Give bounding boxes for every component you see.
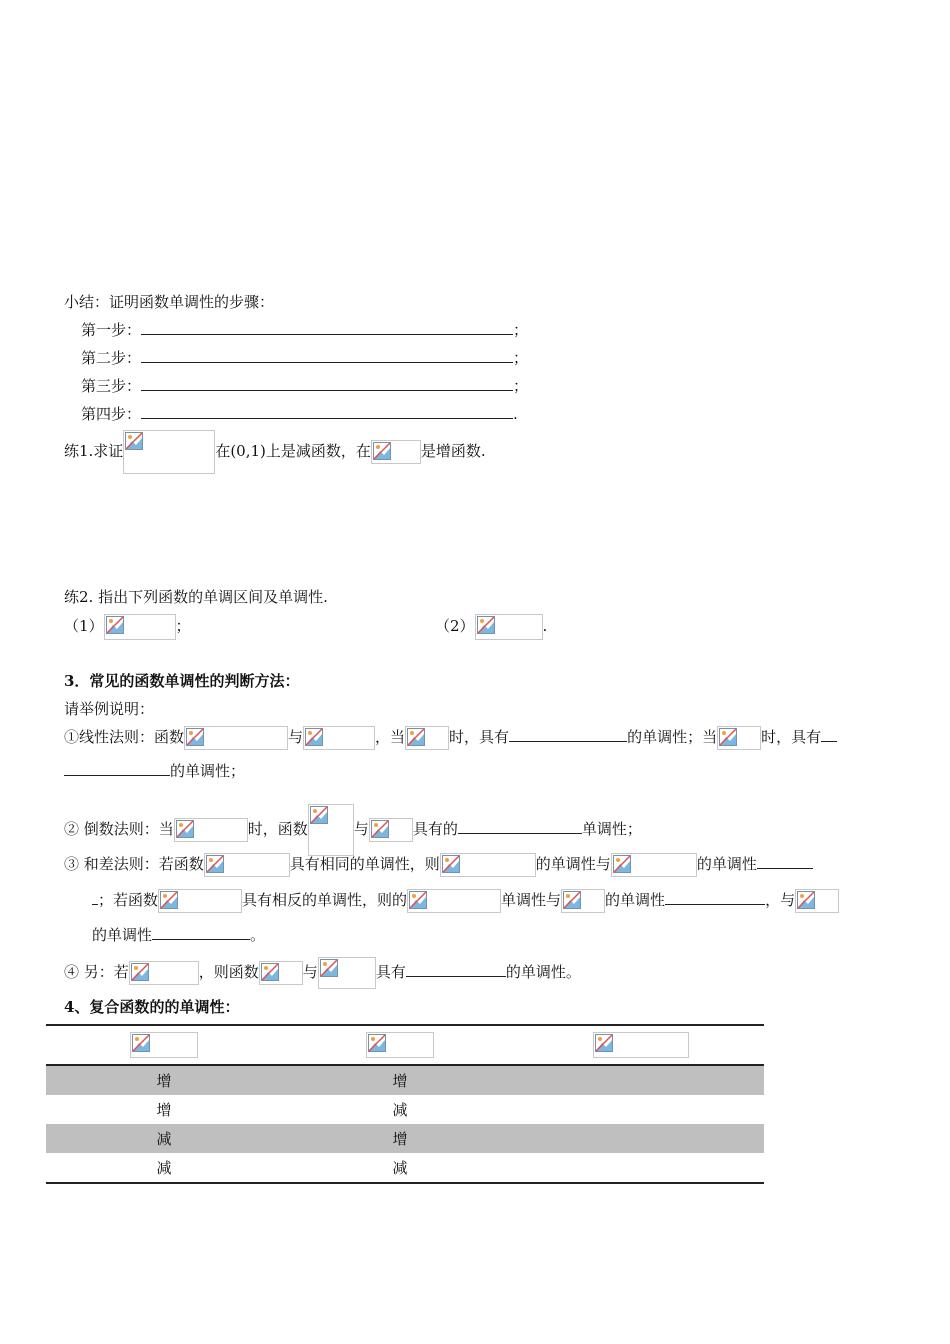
text: 。 xyxy=(250,926,266,944)
text: 与 xyxy=(302,963,318,981)
broken-image-icon xyxy=(405,726,449,750)
answer-blank[interactable] xyxy=(141,320,513,335)
text: 具有相反的单调性，则的 xyxy=(242,891,408,909)
answer-blank[interactable] xyxy=(757,854,813,869)
text: 时，函数 xyxy=(247,820,308,838)
broken-image-icon xyxy=(104,614,176,640)
text: 具有的 xyxy=(412,820,458,838)
step-label: 第一步： xyxy=(81,321,142,339)
ex1-mid: 在(0,1)上是减函数，在 xyxy=(215,442,371,460)
step-label: 第三步： xyxy=(81,377,142,395)
table-cell xyxy=(518,1065,764,1095)
answer-blank[interactable] xyxy=(665,890,765,905)
broken-image-icon xyxy=(174,818,248,842)
text: ①线性法则：函数 xyxy=(64,728,185,746)
broken-image-icon xyxy=(158,889,242,913)
broken-image-icon xyxy=(407,889,501,913)
broken-image-icon xyxy=(611,853,697,877)
table-cell xyxy=(518,1095,764,1124)
text: 的单调性。 xyxy=(505,963,581,981)
summary-title: 小结：证明函数单调性的步骤： xyxy=(64,293,275,311)
step-2 xyxy=(81,347,528,368)
text: 具有 xyxy=(375,963,406,981)
broken-image-icon xyxy=(593,1032,689,1058)
composite-function-table xyxy=(46,1024,764,1184)
exercise-2-title: 练2. 指出下列函数的单调区间及单调性. xyxy=(64,588,328,606)
punct: ； xyxy=(513,349,529,367)
step-3 xyxy=(81,375,528,396)
punct: ； xyxy=(175,617,191,635)
text: ，当 xyxy=(375,728,406,746)
answer-blank[interactable] xyxy=(64,761,170,776)
text: 时，具有 xyxy=(449,728,510,746)
broken-image-icon xyxy=(795,889,839,913)
table-header-cell xyxy=(46,1025,282,1065)
table-row xyxy=(46,1065,764,1095)
step-label: 第二步： xyxy=(81,349,142,367)
table-row xyxy=(46,1124,764,1153)
answer-blank[interactable] xyxy=(406,962,506,977)
rule-2 xyxy=(64,804,642,856)
text: ③ 和差法则：若函数 xyxy=(64,855,204,873)
answer-blank[interactable] xyxy=(141,376,513,391)
exercise-1 xyxy=(64,430,486,474)
answer-blank[interactable] xyxy=(141,404,513,419)
exercise-2-item-2 xyxy=(435,614,547,640)
text: 单调性； xyxy=(581,820,642,838)
text: ，则函数 xyxy=(198,963,259,981)
broken-image-icon xyxy=(475,614,543,640)
section-3-title: 3．常见的函数单调性的判断方法： xyxy=(64,672,300,690)
table-header-cell xyxy=(518,1025,764,1065)
answer-blank[interactable] xyxy=(509,727,627,742)
broken-image-icon xyxy=(308,804,354,856)
table-header-row xyxy=(46,1025,764,1065)
table-cell: 增 xyxy=(156,1101,172,1119)
broken-image-icon xyxy=(561,889,605,913)
table-header-cell xyxy=(282,1025,518,1065)
item-label: （1） xyxy=(64,617,104,635)
text: ② 倒数法则：当 xyxy=(64,820,174,838)
rule-3 xyxy=(64,853,813,877)
punct: ； xyxy=(513,321,529,339)
section-4-title: 4、复合函数的的单调性： xyxy=(64,998,240,1016)
answer-blank[interactable] xyxy=(152,925,250,940)
text: 与 xyxy=(288,728,304,746)
broken-image-icon xyxy=(717,726,761,750)
section-3-intro: 请举例说明： xyxy=(64,700,155,718)
text: ，与 xyxy=(765,891,796,909)
broken-image-icon xyxy=(204,853,290,877)
table-row xyxy=(46,1153,764,1183)
table-cell xyxy=(518,1153,764,1183)
broken-image-icon xyxy=(259,961,303,985)
step-1 xyxy=(81,319,528,340)
table-cell: 减 xyxy=(46,1124,282,1153)
broken-image-icon xyxy=(303,726,375,750)
text: 的单调性 xyxy=(605,891,666,909)
broken-image-icon xyxy=(318,957,376,989)
text: 的单调性与 xyxy=(535,855,611,873)
punct: . xyxy=(513,405,518,423)
table-cell xyxy=(518,1124,764,1153)
text: ④ 另：若 xyxy=(64,963,129,981)
table-cell: 减 xyxy=(46,1153,282,1183)
text: 时，具有 xyxy=(761,728,822,746)
text: 的单调性 xyxy=(92,926,153,944)
table-cell: 增 xyxy=(282,1124,518,1153)
step-label: 第四步： xyxy=(81,405,142,423)
broken-image-icon xyxy=(130,1032,198,1058)
exercise-2-item-1 xyxy=(64,614,191,640)
broken-image-icon xyxy=(371,440,421,464)
answer-blank[interactable] xyxy=(458,819,582,834)
broken-image-icon xyxy=(129,961,199,985)
ex1-prefix: 练1.求证 xyxy=(64,442,124,460)
step-4 xyxy=(81,403,518,424)
broken-image-icon xyxy=(440,853,536,877)
text: 的单调性；当 xyxy=(627,728,718,746)
answer-blank[interactable] xyxy=(821,727,837,742)
text: ；若函数 xyxy=(98,891,159,909)
punct: ； xyxy=(513,377,529,395)
punct: . xyxy=(542,617,548,635)
table-cell: 增 xyxy=(46,1065,282,1095)
broken-image-icon xyxy=(184,726,288,750)
rule-4 xyxy=(64,957,581,989)
broken-image-icon xyxy=(369,818,413,842)
text: 单调性与 xyxy=(501,891,562,909)
item-label: （2） xyxy=(435,617,475,635)
broken-image-icon xyxy=(123,430,215,474)
rule-1-cont xyxy=(64,760,245,781)
table-cell: 减 xyxy=(392,1101,408,1119)
table-cell: 减 xyxy=(282,1153,518,1183)
answer-blank[interactable] xyxy=(141,348,513,363)
text: 的单调性 xyxy=(696,855,757,873)
table-row xyxy=(46,1095,764,1124)
rule-1 xyxy=(64,726,837,750)
rule-3-cont-2 xyxy=(92,924,265,945)
text: 的单调性； xyxy=(170,762,246,780)
text: 具有相同的单调性，则 xyxy=(289,855,440,873)
rule-3-cont xyxy=(92,889,839,913)
text: 与 xyxy=(353,820,369,838)
table-cell: 增 xyxy=(282,1065,518,1095)
ex1-suffix: 是增函数. xyxy=(420,442,486,460)
broken-image-icon xyxy=(366,1032,434,1058)
